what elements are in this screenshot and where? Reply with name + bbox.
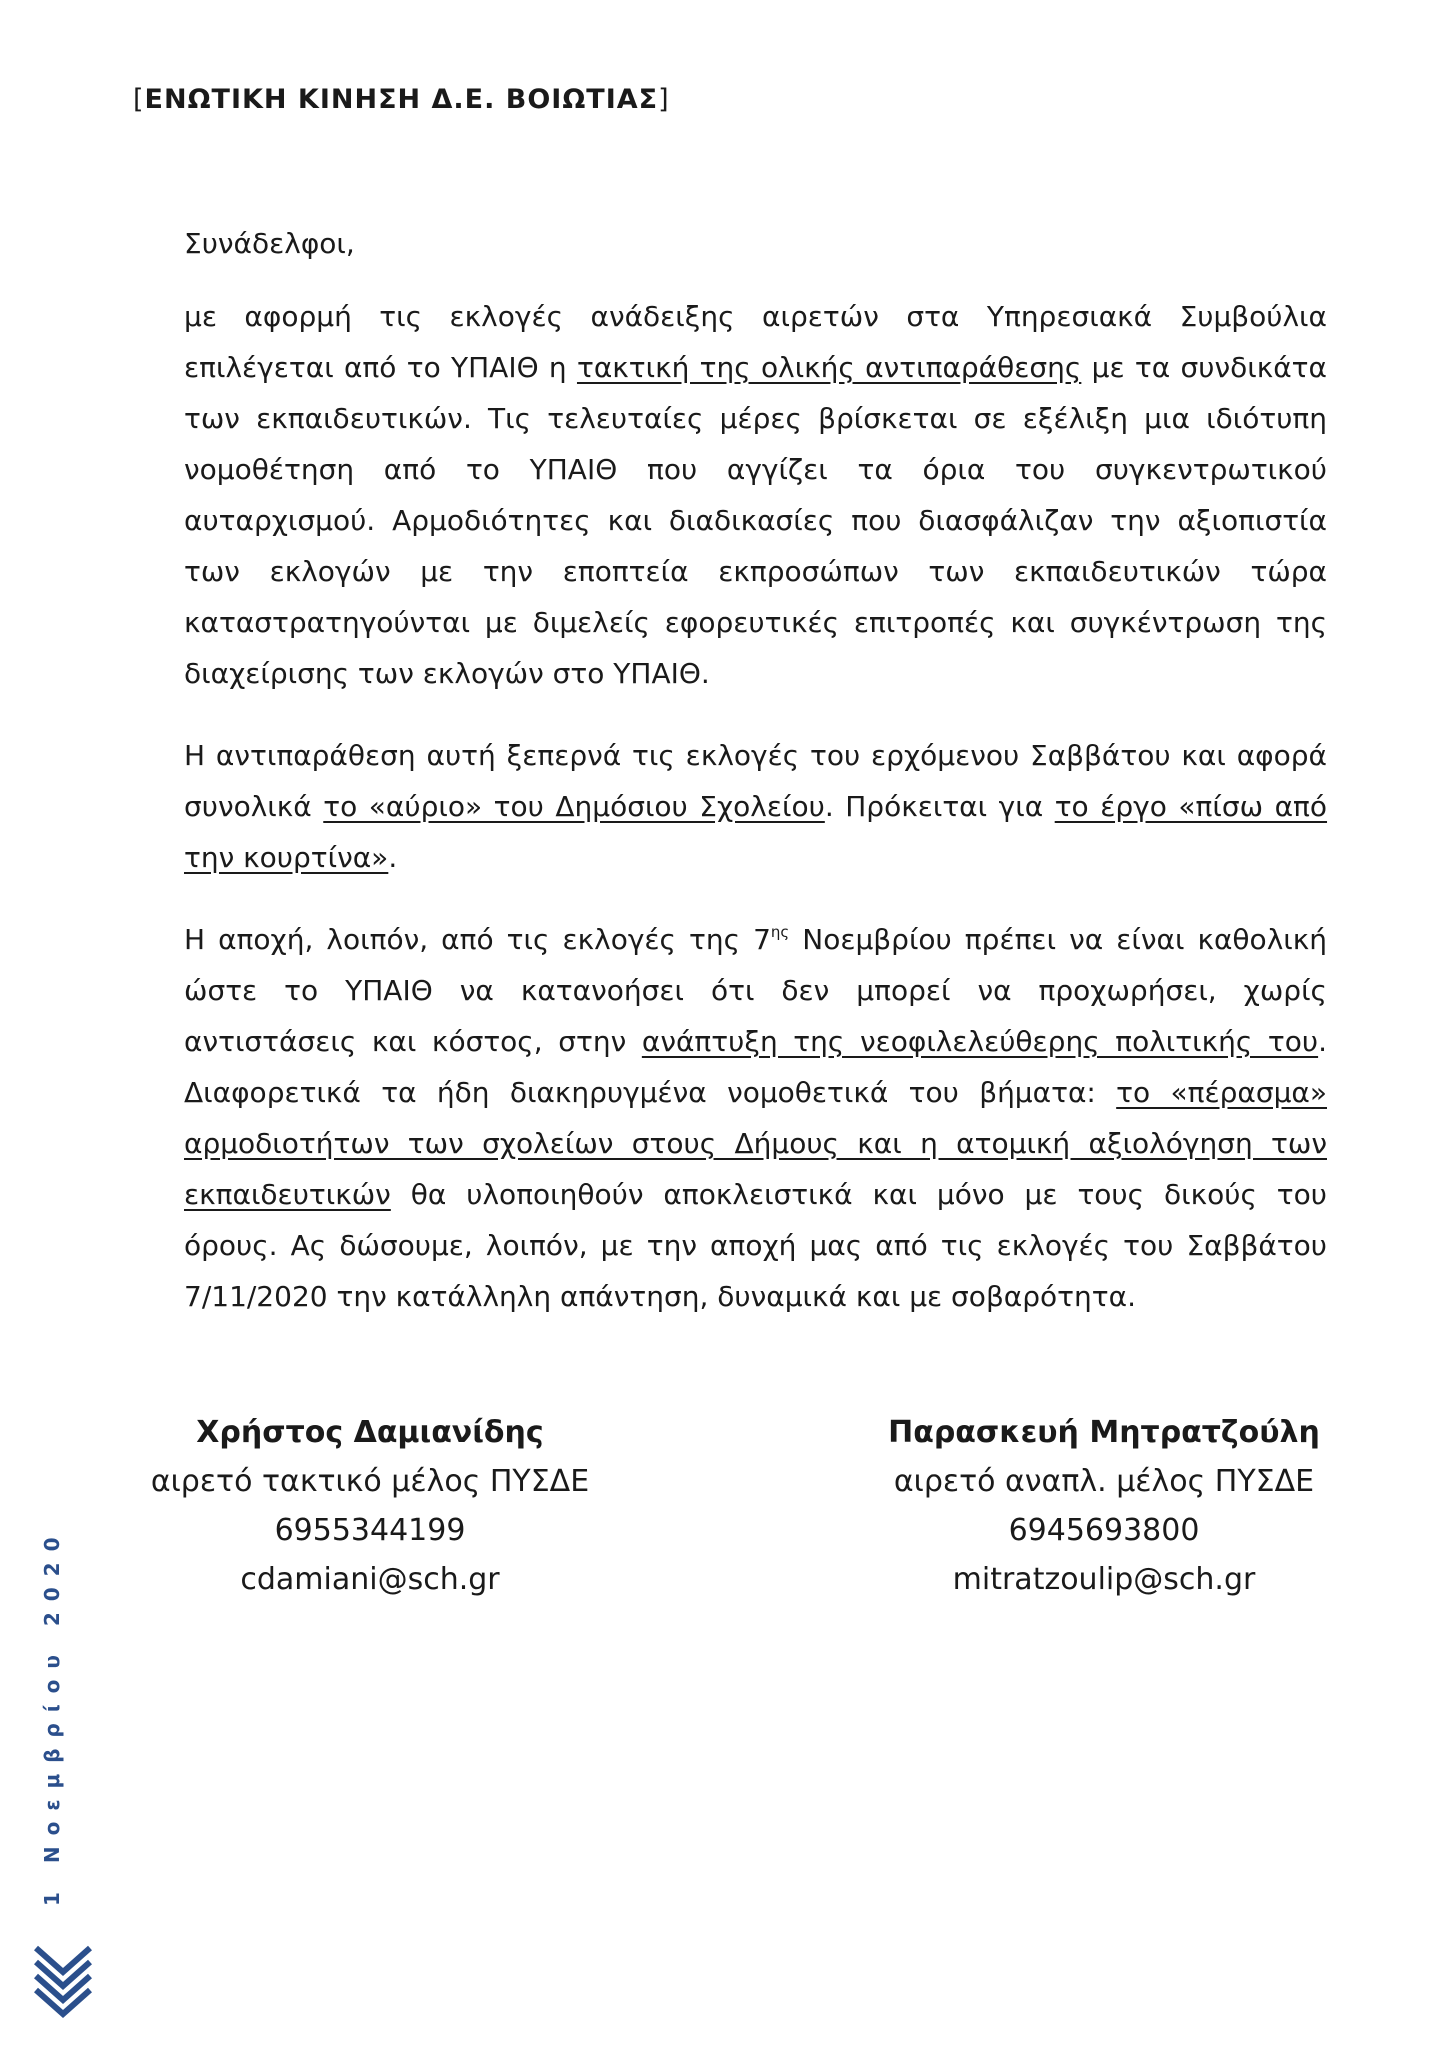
signatory-name: Χρήστος Δαμιανίδης: [196, 1415, 544, 1450]
p2-text-a: Η αντιπαράθεση αυτή ξεπερνά τις εκλογές του ερχόμενου Σαββάτου και αφορά συνολικά: [184, 739, 1327, 823]
paragraph-2: [184, 730, 1327, 883]
signatory-role: αιρετό αναπλ. μέλος ΠΥΣΔΕ: [893, 1464, 1315, 1499]
signatory-phone: 6955344199: [274, 1513, 466, 1548]
p3-underlined-1: ανάπτυξη της νεοφιλελεύθερης πολιτικής του: [641, 1025, 1319, 1058]
p3-text-b: Νοεμβρίου πρέπει να είναι καθολική ώστε το ΥΠΑΙΘ να κατανοήσει ότι δεν μπορεί να προχωρήσει, χωρίς αντιστάσεις και κόστος, στην: [184, 923, 1327, 1058]
paragraph-3: [184, 914, 1327, 1322]
p2-underlined-2: το έργο «πίσω από την κουρτίνα»: [184, 790, 1328, 874]
signatory-phone: 6945693800: [1008, 1513, 1200, 1548]
signatory-email[interactable]: cdamiani@sch.gr: [240, 1562, 500, 1597]
signature-block-right: [824, 1408, 1384, 1604]
signatory-email[interactable]: mitratzoulip@sch.gr: [952, 1562, 1256, 1597]
signature-block-left: [90, 1408, 650, 1604]
p3-text-d: θα υλοποιηθούν αποκλειστικά και μόνο με τους δικούς του όρους. Ας δώσουμε, λοιπόν, με την αποχή μας από τις εκλογές του Σαββάτου 7/11/2020 την κατάλληλη απάντηση, δυναμικά και με σοβαρότητα.: [184, 1178, 1327, 1313]
side-date: 1 Νοεμβρίου 2020: [40, 1526, 64, 1906]
header-title: ΕΝΩΤΙΚΗ ΚΙΝΗΣΗ Δ.Ε. ΒΟΙΩΤΙΑΣ: [144, 84, 659, 115]
letter-body: [184, 218, 1327, 1353]
paragraph-1: [184, 291, 1327, 699]
p2-text-c: .: [388, 841, 398, 874]
double-chevron-down-icon: [32, 1944, 94, 2026]
document-header: [133, 84, 670, 115]
header-open-bracket: [: [133, 84, 145, 115]
p3-underlined-2: το «πέρασμα» αρμοδιοτήτων των σχολείων στους Δήμους και η ατομική αξιολόγηση των εκπαιδευτικών: [184, 1076, 1327, 1211]
p2-text-b: . Πρόκειται για: [824, 790, 1055, 823]
p3-text-a: Η αποχή, λοιπόν, από τις εκλογές της 7: [184, 923, 771, 956]
p3-text-c: . Διαφορετικά τα ήδη διακηρυγμένα νομοθετικά του βήματα:: [184, 1025, 1327, 1109]
p1-text-b: με τα συνδικάτα των εκπαιδευτικών. Τις τελευταίες μέρες βρίσκεται σε εξέλιξη μια ιδιότυπη νομοθέτηση από το ΥΠΑΙΘ που αγγίζει τα όρια του συγκεντρωτικού αυταρχισμού. Αρμοδιότητες και διαδικασίες που διασφάλιζαν την αξιοπιστία των εκλογών με την εποπτεία εκπροσώπων των εκπαιδευτικών τώρα καταστρατηγούνται με διμελείς εφορευτικές επιτροπές και συγκέντρωση της διαχείρισης των εκλογών στο ΥΠΑΙΘ.: [184, 351, 1327, 690]
greeting: Συνάδελφοι,: [184, 227, 355, 260]
header-close-bracket: ]: [658, 84, 670, 115]
p2-underlined-1: το «αύριο» του Δημόσιου Σχολείου: [323, 790, 825, 823]
p1-underlined-1: τακτική της ολικής αντιπαράθεσης: [576, 351, 1082, 384]
signatory-role: αιρετό τακτικό μέλος ΠΥΣΔΕ: [150, 1464, 590, 1499]
p1-text-a: με αφορμή τις εκλογές ανάδειξης αιρετών στα Υπηρεσιακά Συμβούλια επιλέγεται από το ΥΠΑΙΘ η: [184, 300, 1327, 384]
p3-superscript: ης: [770, 923, 790, 941]
signatory-name: Παρασκευή Μητρατζούλη: [888, 1415, 1320, 1450]
